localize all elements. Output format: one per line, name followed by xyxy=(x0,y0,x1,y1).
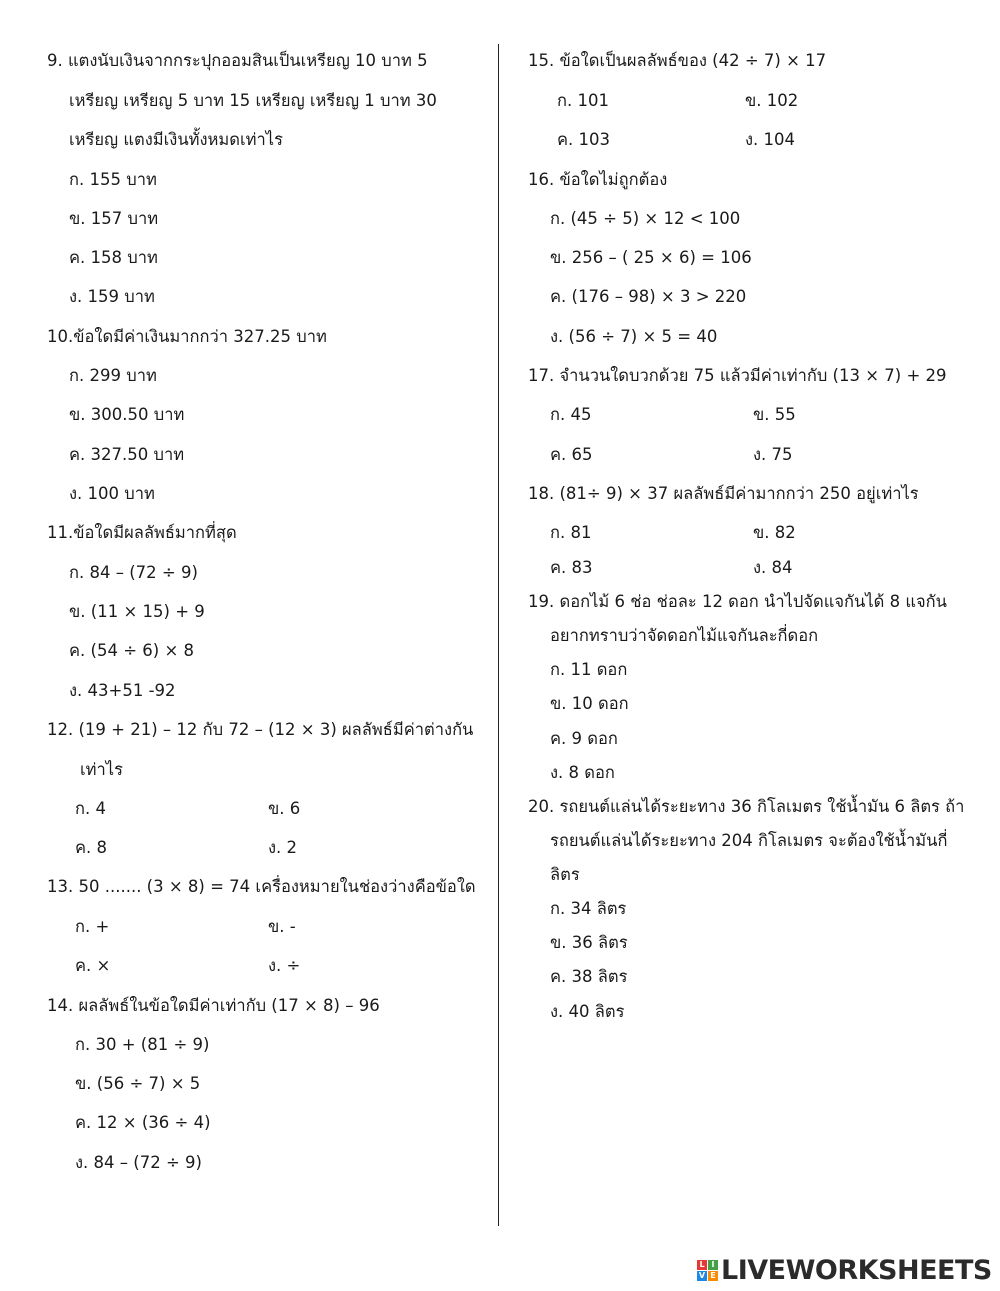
q20-stem-line-2: รถยนต์แล่นได้ระยะทาง 204 กิโลเมตร จะต้องใช้น้ำมันกี่ xyxy=(550,831,948,850)
q15-option-b[interactable]: ข. 102 xyxy=(745,91,799,110)
q9-stem-line-2: เหรียญ เหรียญ 5 บาท 15 เหรียญ เหรียญ 1 บาท 30 xyxy=(69,91,437,110)
q9-option-a[interactable]: ก. 155 บาท xyxy=(69,170,157,189)
q20-stem-line-3: ลิตร xyxy=(550,865,580,884)
q13-stem: 13. 50 ....... (3 × 8) = 74 เครื่องหมายในช่องว่างคือข้อใด xyxy=(47,877,476,896)
q9-option-d[interactable]: ง. 159 บาท xyxy=(69,287,155,306)
q16-option-c[interactable]: ค. (176 – 98) × 3 > 220 xyxy=(550,287,747,306)
q9-option-c[interactable]: ค. 158 บาท xyxy=(69,248,158,267)
logo-text: LIVEWORKSHEETS xyxy=(721,1254,992,1286)
q18-option-c[interactable]: ค. 83 xyxy=(550,558,593,577)
logo-block: E xyxy=(708,1271,718,1281)
q12-option-c[interactable]: ค. 8 xyxy=(75,838,108,857)
q15-option-d[interactable]: ง. 104 xyxy=(745,130,796,149)
q17-option-a[interactable]: ก. 45 xyxy=(550,405,592,424)
q10-stem: 10.ข้อใดมีค่าเงินมากกว่า 327.25 บาท xyxy=(47,327,327,346)
q17-stem: 17. จำนวนใดบวกด้วย 75 แล้วมีค่าเท่ากับ (13 × 7) + 29 xyxy=(528,366,947,385)
q19-option-c[interactable]: ค. 9 ดอก xyxy=(550,729,618,748)
q18-option-a[interactable]: ก. 81 xyxy=(550,523,592,542)
q14-option-b[interactable]: ข. (56 ÷ 7) × 5 xyxy=(75,1074,201,1093)
q20-option-d[interactable]: ง. 40 ลิตร xyxy=(550,1002,625,1021)
liveworksheets-logo xyxy=(697,1252,992,1288)
q15-option-c[interactable]: ค. 103 xyxy=(557,130,611,149)
logo-block: I xyxy=(708,1260,718,1270)
q15-option-a[interactable]: ก. 101 xyxy=(557,91,609,110)
q19-option-a[interactable]: ก. 11 ดอก xyxy=(550,660,628,679)
q12-option-d[interactable]: ง. 2 xyxy=(268,838,298,857)
q11-stem: 11.ข้อใดมีผลลัพธ์มากที่สุด xyxy=(47,523,237,542)
q14-option-c[interactable]: ค. 12 × (36 ÷ 4) xyxy=(75,1113,211,1132)
q12-stem-line-2: เท่าไร xyxy=(80,760,123,779)
q10-option-a[interactable]: ก. 299 บาท xyxy=(69,366,157,385)
q11-option-b[interactable]: ข. (11 × 15) + 9 xyxy=(69,602,205,621)
q16-option-a[interactable]: ก. (45 ÷ 5) × 12 < 100 xyxy=(550,209,741,228)
q19-option-d[interactable]: ง. 8 ดอก xyxy=(550,763,615,782)
logo-block: V xyxy=(698,1270,706,1280)
q17-option-d[interactable]: ง. 75 xyxy=(753,445,793,464)
q20-option-b[interactable]: ข. 36 ลิตร xyxy=(550,933,628,952)
q18-stem: 18. (81÷ 9) × 37 ผลลัพธ์มีค่ามากกว่า 250 อยู่เท่าไร xyxy=(528,484,919,503)
q16-option-b[interactable]: ข. 256 – ( 25 × 6) = 106 xyxy=(550,248,752,267)
q11-option-a[interactable]: ก. 84 – (72 ÷ 9) xyxy=(69,563,198,582)
q14-option-a[interactable]: ก. 30 + (81 ÷ 9) xyxy=(75,1035,210,1054)
q20-option-a[interactable]: ก. 34 ลิตร xyxy=(550,899,627,918)
q15-stem: 15. ข้อใดเป็นผลลัพธ์ของ (42 ÷ 7) × 17 xyxy=(528,51,827,70)
logo-blocks-icon xyxy=(697,1260,718,1281)
q18-option-d[interactable]: ง. 84 xyxy=(753,558,793,577)
q9-stem-line-1: 9. แตงนับเงินจากกระปุกออมสินเป็นเหรียญ 10 บาท 5 xyxy=(47,51,428,70)
q17-option-b[interactable]: ข. 55 xyxy=(753,405,796,424)
q12-option-a[interactable]: ก. 4 xyxy=(75,799,106,818)
q9-option-b[interactable]: ข. 157 บาท xyxy=(69,209,159,228)
q12-stem-line-1: 12. (19 + 21) – 12 กับ 72 – (12 × 3) ผลลัพธ์มีค่าต่างกัน xyxy=(47,720,474,739)
q11-option-c[interactable]: ค. (54 ÷ 6) × 8 xyxy=(69,641,195,660)
q13-option-d[interactable]: ง. ÷ xyxy=(268,956,301,975)
q16-stem: 16. ข้อใดไม่ถูกต้อง xyxy=(528,170,668,189)
q16-option-d[interactable]: ง. (56 ÷ 7) × 5 = 40 xyxy=(550,327,718,346)
q13-option-b[interactable]: ข. - xyxy=(268,917,296,936)
q20-option-c[interactable]: ค. 38 ลิตร xyxy=(550,967,628,986)
column-divider xyxy=(498,44,499,1226)
q10-option-c[interactable]: ค. 327.50 บาท xyxy=(69,445,185,464)
q19-option-b[interactable]: ข. 10 ดอก xyxy=(550,694,629,713)
q18-option-b[interactable]: ข. 82 xyxy=(753,523,796,542)
q9-stem-line-3: เหรียญ แตงมีเงินทั้งหมดเท่าไร xyxy=(69,130,283,149)
logo-block: L xyxy=(697,1260,707,1270)
q11-option-d[interactable]: ง. 43+51 -92 xyxy=(69,681,176,700)
q13-option-a[interactable]: ก. + xyxy=(75,917,110,936)
q10-option-d[interactable]: ง. 100 บาท xyxy=(69,484,155,503)
q14-option-d[interactable]: ง. 84 – (72 ÷ 9) xyxy=(75,1153,202,1172)
q17-option-c[interactable]: ค. 65 xyxy=(550,445,593,464)
q12-option-b[interactable]: ข. 6 xyxy=(268,799,301,818)
q14-stem: 14. ผลลัพธ์ในข้อใดมีค่าเท่ากับ (17 × 8) – 96 xyxy=(47,996,380,1015)
q19-stem-line-1: 19. ดอกไม้ 6 ช่อ ช่อละ 12 ดอก นำไปจัดแจกันได้ 8 แจกัน xyxy=(528,592,947,611)
q20-stem-line-1: 20. รถยนต์แล่นได้ระยะทาง 36 กิโลเมตร ใช้น้ำมัน 6 ลิตร ถ้า xyxy=(528,797,965,816)
q13-option-c[interactable]: ค. × xyxy=(75,956,111,975)
q19-stem-line-2: อยากทราบว่าจัดดอกไม้แจกันละกี่ดอก xyxy=(550,626,819,645)
q10-option-b[interactable]: ข. 300.50 บาท xyxy=(69,405,185,424)
